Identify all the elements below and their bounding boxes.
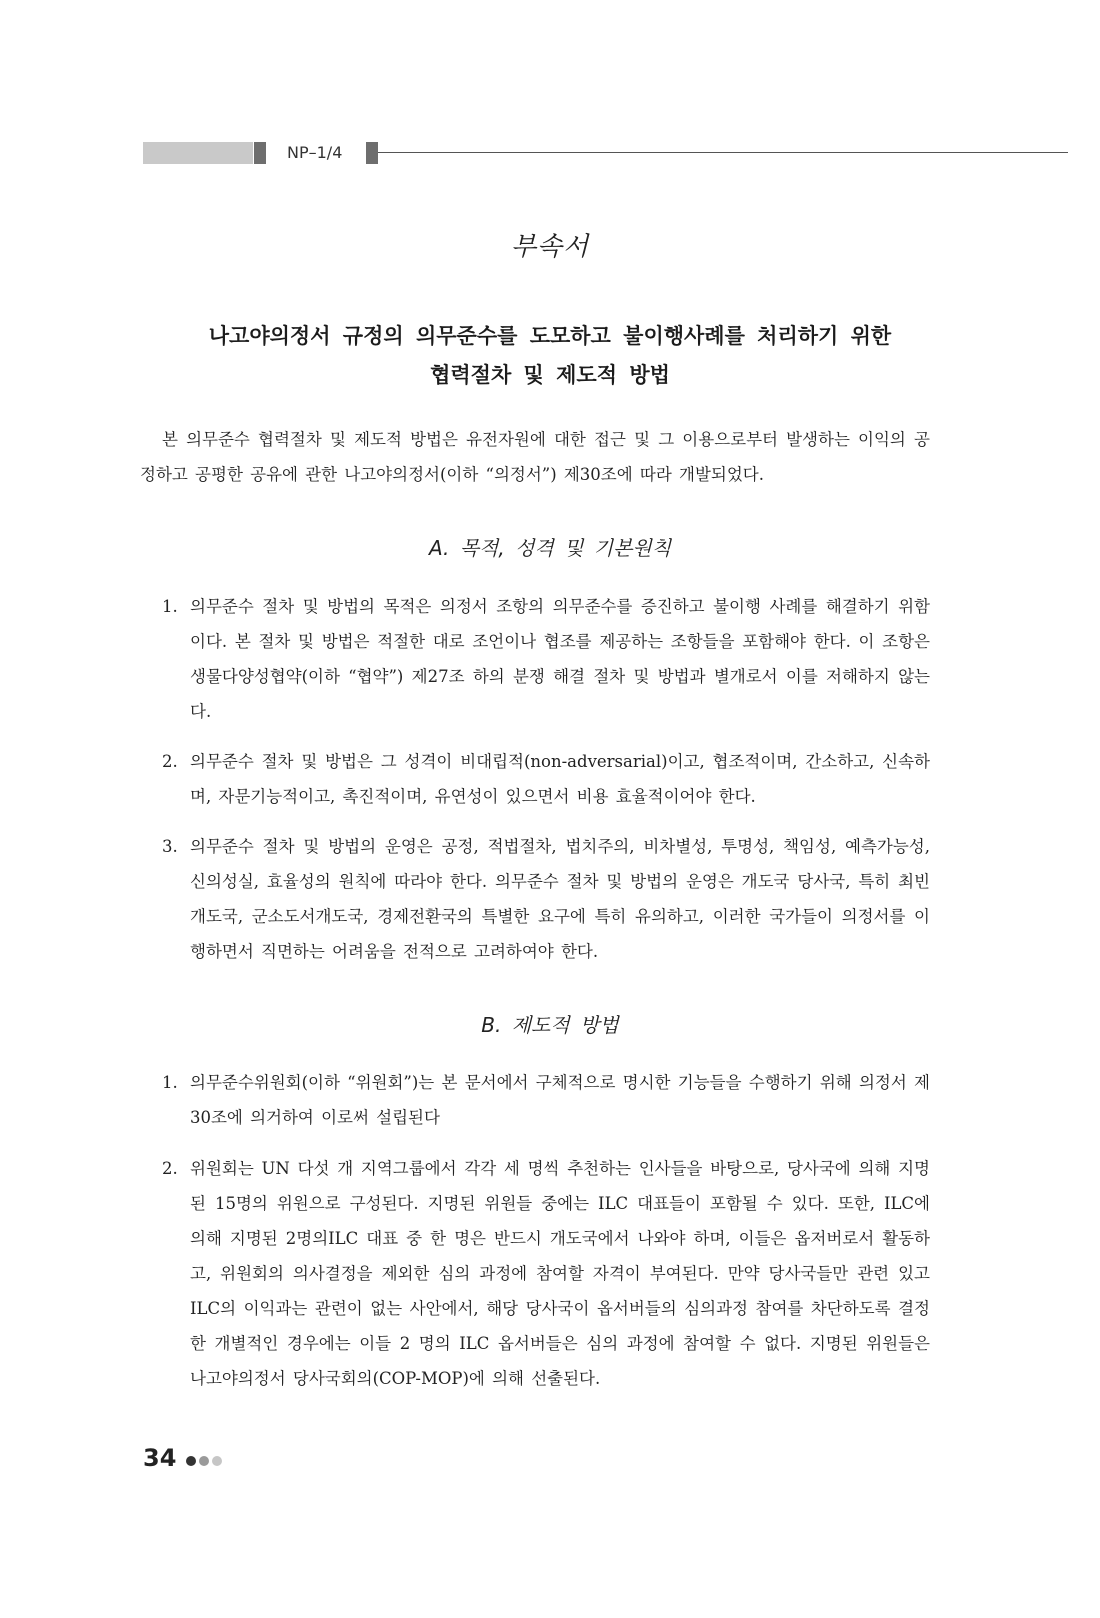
list-item [162,1151,930,1396]
page-number: 34 [143,1444,177,1472]
main-title-line-2: 협력절차 및 제도적 방법 [430,363,670,387]
item-number: 2. [162,752,178,771]
list-item [162,589,930,729]
item-text: 의무준수 절차 및 방법의 운영은 공정, 적법절차, 법치주의, 비차별성, 투명성, 책임성, 예측가능성, 신의성실, 효율성의 원칙에 따라야 한다. 의무준수 절차 및 방법의 운영은 개도국 당사국, 특히 최빈개도국, 군소도서개도국, 경제전환국의 특별한 요구에 특히 유의하고, 이러한 국가들이 의정서를 이행하면서 직면하는 어려움을 전적으로 고려하여야 한다. [190,837,930,961]
list-item [162,744,930,814]
list-item [162,1065,930,1135]
item-text: 위원회는 UN 다섯 개 지역그룹에서 각각 세 명씩 추천하는 인사들을 바탕으로, 당사국에 의해 지명된 15명의 위원으로 구성된다. 지명된 위원들 중에는 ILC 대표들이 포함될 수 있다. 또한, ILC에 의해 지명된 2명의ILC 대표 중 한 명은 반드시 개도국에서 나와야 하며, 이들은 옵저버로서 활동하고, 위원회의 의사결정을 제외한 심의 과정에 참여할 자격이 부여된다. 만약 당사국들만 관련 있고 ILC의 이익과는 관련이 없는 사안에서, 해당 당사국이 옵서버들의 심의과정 참여를 차단하도록 결정한 개별적인 경우에는 이들 2 명의 ILC 옵서버들은 심의 과정에 참여할 수 없다. 지명된 위원들은 나고야의정서 당사국회의(COP-MOP)에 의해 선출된다. [190,1159,930,1388]
annex-title: 부속서 [510,232,590,262]
item-number: 1. [162,597,178,616]
page-dot-icon [186,1456,196,1466]
section-a-heading: A. 목적, 성격 및 기본원칙 [428,536,672,560]
page-dot-icon [212,1456,222,1466]
item-text: 의무준수 절차 및 방법의 목적은 의정서 조항의 의무준수를 증진하고 불이행 사례를 해결하기 위함이다. 본 절차 및 방법은 적절한 대로 조언이나 협조를 제공하는 조항들을 포함해야 한다. 이 조항은 생물다양성협약(이하 “협약”) 제27조 하의 분쟁 해결 절차 및 방법과 별개로서 이를 저해하지 않는다. [190,597,930,721]
intro-paragraph: 본 의무준수 협력절차 및 제도적 방법은 유전자원에 대한 접근 및 그 이용으로부터 발생하는 이익의 공정하고 공평한 공유에 관한 나고야의정서(이하 “의정서”) 제30조에 따라 개발되었다. [140,430,930,484]
item-text: 의무준수위원회(이하 “위원회”)는 본 문서에서 구체적으로 명시한 기능들을 수행하기 위해 의정서 제30조에 의거하여 이로써 설립된다 [190,1073,930,1127]
item-number: 3. [162,837,178,856]
page-dot-icon [199,1456,209,1466]
header-grey-bar [143,142,253,164]
header-marker-right [366,142,378,164]
list-item [162,829,930,969]
section-b-heading: B. 제도적 방법 [481,1013,619,1037]
header-rule [378,152,1068,153]
document-code: NP–1/4 [287,143,343,162]
item-number: 1. [162,1073,178,1092]
item-number: 2. [162,1159,178,1178]
item-text: 의무준수 절차 및 방법은 그 성격이 비대립적(non-adversarial)이고, 협조적이며, 간소하고, 신속하며, 자문기능적이고, 촉진적이며, 유연성이 있으면서 비용 효율적이어야 한다. [190,752,930,806]
main-title-line-1: 나고야의정서 규정의 의무준수를 도모하고 불이행사례를 처리하기 위한 [208,324,892,348]
header-marker-left [254,142,266,164]
